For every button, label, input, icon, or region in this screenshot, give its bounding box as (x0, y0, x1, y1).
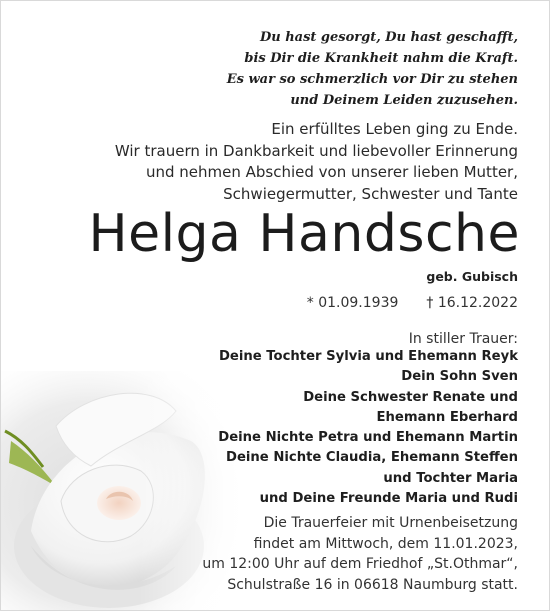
mourners-list (218, 347, 518, 509)
birth-date: * 01.09.1939 (306, 295, 399, 311)
mourner-line: Deine Nichte Claudia, Ehemann Steffen (226, 450, 518, 466)
poem-line: und Deinem Leiden zuzusehen. (290, 93, 518, 108)
mourner-line: und Deine Freunde Maria und Rudi (259, 491, 518, 507)
mourner-line: Deine Tochter Sylvia und Ehemann Reyk (218, 349, 518, 364)
funeral-details (202, 513, 518, 595)
funeral-line: findet am Mittwoch, dem 11.01.2023, (253, 535, 518, 552)
mourners-heading: In stiller Trauer: (408, 331, 518, 347)
death-date: † 16.12.2022 (426, 295, 518, 311)
mourner-line: Dein Sohn Sven (401, 369, 518, 385)
mourner-line: Deine Schwester Renate und (303, 389, 518, 405)
mourner-line: und Tochter Maria (383, 470, 518, 486)
funeral-line: um 12:00 Uhr auf dem Friedhof „St.Othmar“, (202, 556, 518, 573)
life-dates (307, 293, 518, 313)
funeral-line: Die Trauerfeier mit Urnenbeisetzung (263, 515, 518, 531)
poem-line: Du hast gesorgt, Du hast geschafft, (259, 30, 518, 45)
intro-text (115, 119, 518, 205)
memorial-poem (227, 27, 518, 111)
poem-line: bis Dir die Krankheit nahm die Kraft. (244, 51, 518, 66)
funeral-line: Schulstraße 16 in 06618 Naumburg statt. (227, 576, 518, 593)
intro-line: Schwiegermutter, Schwester und Tante (223, 184, 518, 203)
birth-name: geb. Gubisch (426, 269, 518, 284)
intro-line: und nehmen Abschied von unserer lieben Mutter, (145, 163, 518, 181)
poem-line: Es war so schmerzlich vor Dir zu stehen (226, 72, 518, 87)
intro-line: Ein erfülltes Leben ging zu Ende. (271, 120, 518, 138)
mourner-line: Deine Nichte Petra und Ehemann Martin (218, 430, 518, 446)
deceased-name: Helga Handsche (88, 204, 520, 264)
mourner-line: Ehemann Eberhard (376, 409, 518, 425)
intro-line: Wir trauern in Dankbarkeit und liebevoller Erinnerung (114, 141, 518, 160)
